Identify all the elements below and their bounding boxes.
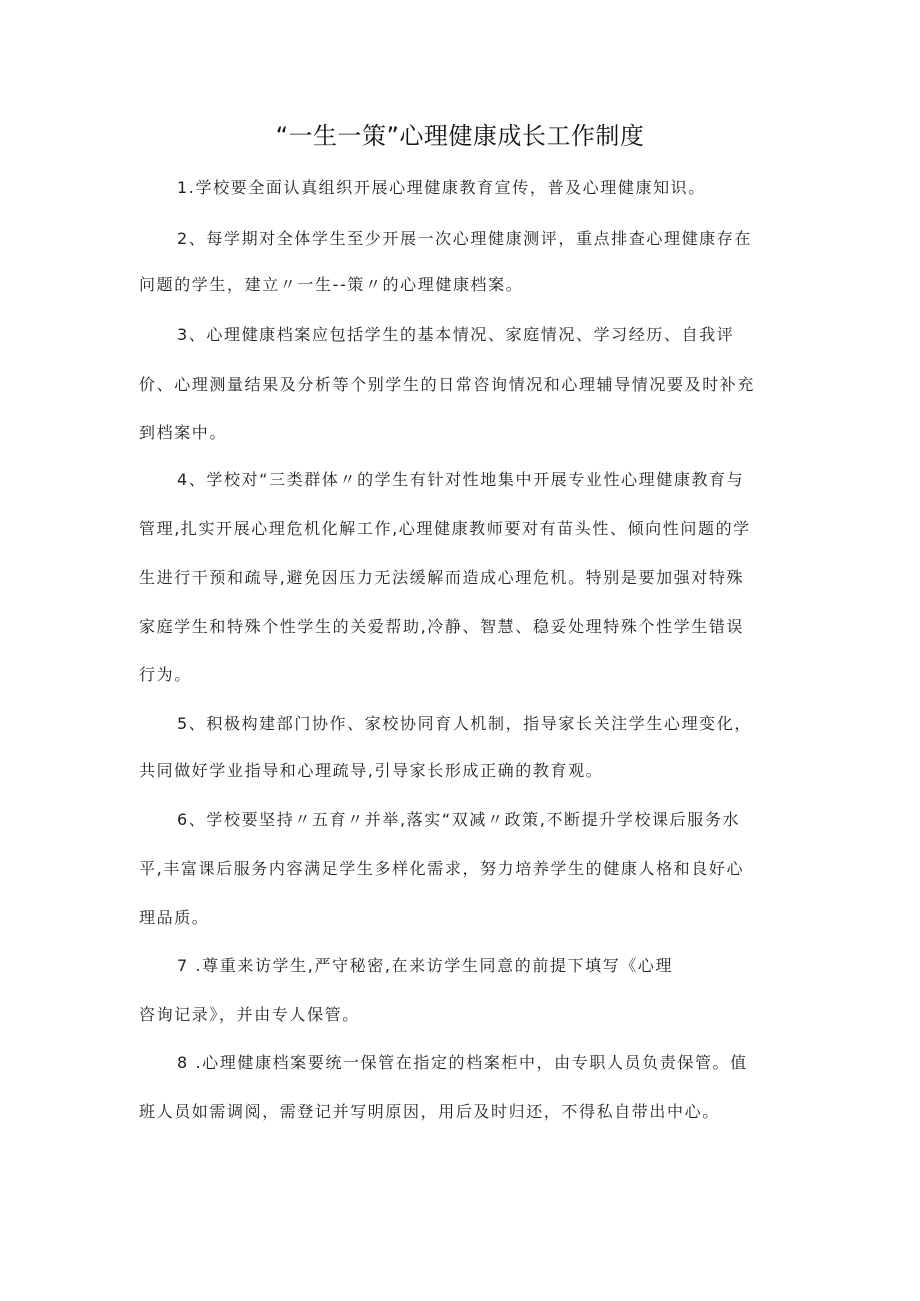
paragraph-8-line-1: 8 .心理健康档案要统一保管在指定的档案柜中，由专职人员负责保管。值 [177,1053,748,1072]
paragraph-4-line-5: 行为。 [139,665,192,684]
paragraph-1-line-1: 1.学校要全面认真组织开展心理健康教育宣传，普及心理健康知识。 [177,178,706,197]
paragraph-8-line-2: 班人员如需调阅，需登记并写明原因，用后及时归还，不得私自带出中心。 [139,1102,720,1121]
paragraph-3-line-2: 价、心理测量结果及分析等个别学生的日常咨询情况和心理辅导情况要及时补充 [139,375,756,394]
paragraph-6-line-2: 平,丰富课后服务内容满足学生多样化需求，努力培养学生的健康人格和良好心 [139,859,745,878]
paragraph-5-line-1: 5、积极构建部门协作、家校协同育人机制，指导家长关注学生心理变化， [177,714,752,733]
paragraph-2-line-1: 2、每学期对全体学生至少开展一次心理健康测评，重点排查心理健康存在 [177,229,752,248]
paragraph-4-line-4: 家庭学生和特殊个性学生的关爱帮助,冷静、智慧、稳妥处理特殊个性学生错误 [139,617,745,636]
paragraph-4-line-2: 管理,扎实开展心理危机化解工作,心理健康教师要对有苗头性、倾向性问题的学 [139,519,751,538]
paragraph-5-line-2: 共同做好学业指导和心理疏导,引导家长形成正确的教育观。 [139,761,604,780]
paragraph-4-line-1: 4、学校对“三类群体〃的学生有针对性地集中开展专业性心理健康教育与 [177,470,745,489]
paragraph-6-line-1: 6、学校要坚持〃五育〃并举,落实“双减〃政策,不断提升学校课后服务水 [177,810,741,829]
paragraph-7-line-1: 7 .尊重来访学生,严守秘密,在来访学生同意的前提下填写《心理 [177,956,674,975]
paragraph-3-line-1: 3、心理健康档案应包括学生的基本情况、家庭情况、学习经历、自我评 [177,325,735,344]
paragraph-2-line-2: 问题的学生，建立〃一生--策〃的心理健康档案。 [139,275,524,294]
paragraph-7-line-2: 咨询记录》，并由专人保管。 [139,1005,360,1024]
paragraph-4-line-3: 生进行干预和疏导,避免因压力无法缓解而造成心理危机。特别是要加强对特殊 [139,568,745,587]
document-title: “一生一策”心理健康成长工作制度 [275,122,645,150]
paragraph-6-line-3: 理品质。 [139,908,210,927]
paragraph-3-line-3: 到档案中。 [139,423,228,442]
